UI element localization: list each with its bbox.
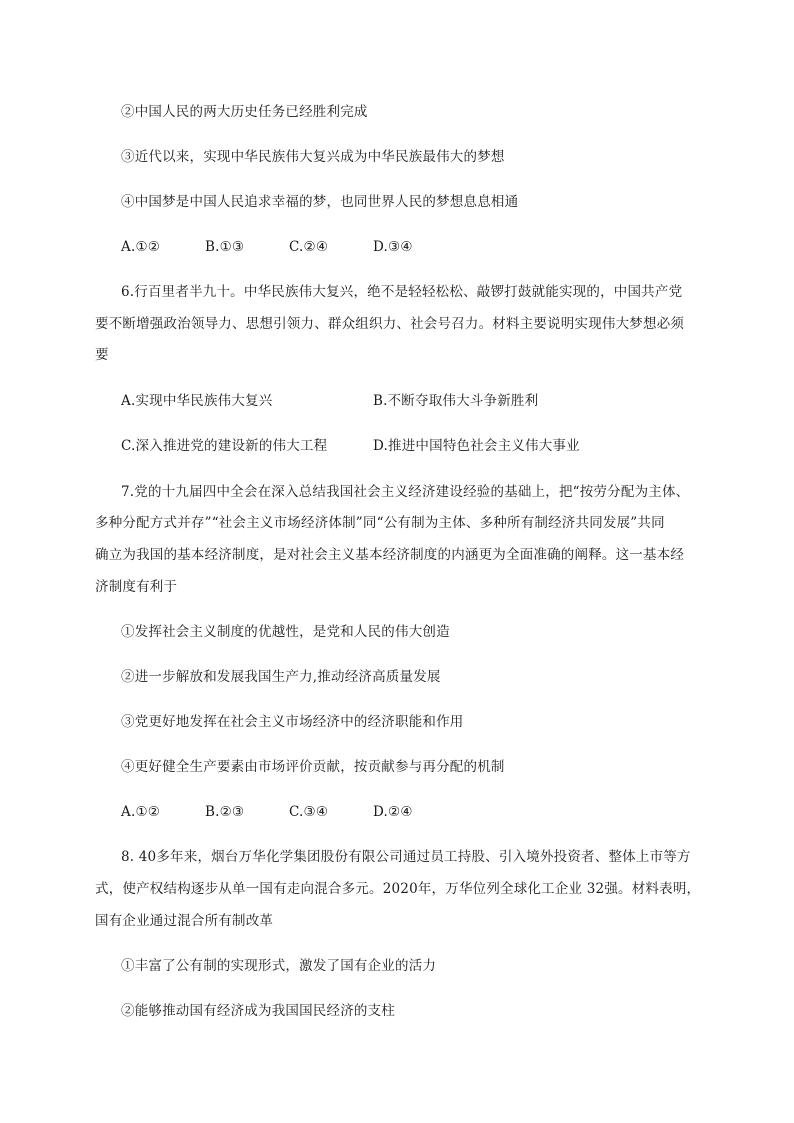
q7-item-2: ②进一步解放和发展我国生产力,推动经济高质量发展 bbox=[121, 669, 441, 685]
q8-item-1: ①丰富了公有制的实现形式，激发了国有企业的活力 bbox=[121, 958, 437, 974]
q7-line-4: 济制度有利于 bbox=[95, 579, 178, 595]
q7-item-4: ④更好健全生产要素由市场评价贡献，按贡献参与再分配的机制 bbox=[121, 759, 505, 775]
q5-option-c: C.②④ bbox=[289, 239, 329, 255]
q6-line-1: 6.行百里者半九十。中华民族伟大复兴，绝不是轻轻松松、敲锣打鼓就能实现的，中国共产党 bbox=[121, 284, 683, 300]
q5-option-b: B.①③ bbox=[205, 239, 245, 255]
q6-option-b: B.不断夺取伟大斗争新胜利 bbox=[373, 393, 539, 409]
q7-item-3: ③党更好地发挥在社会主义市场经济中的经济职能和作用 bbox=[121, 714, 464, 730]
q5-item-2: ②中国人民的两大历史任务已经胜利完成 bbox=[121, 104, 368, 120]
q8-line-3: 国有企业通过混合所有制改革 bbox=[95, 913, 274, 929]
q7-option-c: C.③④ bbox=[289, 804, 329, 820]
q7-line-1: 7.党的十九届四中全会在深入总结我国社会主义经济建设经验的基础上，把“按劳分配为主体、 bbox=[121, 484, 690, 500]
q6-line-2: 要不断增强政治领导力、思想引领力、群众组织力、社会号召力。材料主要说明实现伟大梦想必须 bbox=[95, 316, 685, 332]
q6-options-row-2 bbox=[121, 436, 625, 456]
q6-option-c: C.深入推进党的建设新的伟大工程 bbox=[121, 438, 328, 454]
q5-item-4: ④中国梦是中国人民追求幸福的梦，也同世界人民的梦想息息相通 bbox=[121, 194, 519, 210]
q5-option-d: D.③④ bbox=[373, 239, 413, 255]
q7-item-1: ①发挥社会主义制度的优越性，是党和人民的伟大创造 bbox=[121, 624, 450, 640]
q6-line-3: 要 bbox=[95, 347, 109, 363]
q8-line-1: 8. 40多年来，烟台万华化学集团股份有限公司通过员工持股、引入境外投资者、整体上市等方 bbox=[121, 849, 691, 865]
q8-line-2: 式，使产权结构逐步从单一国有走向混合多元。2020年，万华位列全球化工企业 32强。材料表明， bbox=[95, 881, 701, 897]
q6-options-row-1 bbox=[121, 391, 625, 411]
q5-options bbox=[121, 237, 413, 257]
q6-option-d: D.推进中国特色社会主义伟大事业 bbox=[373, 438, 580, 454]
q5-option-a: A.①② bbox=[121, 239, 161, 255]
q5-item-3: ③近代以来，实现中华民族伟大复兴成为中华民族最伟大的梦想 bbox=[121, 149, 505, 165]
q7-line-2: 多种分配方式并存”“社会主义市场经济体制”同“公有制为主体、多种所有制经济共同发展”共同 bbox=[95, 515, 665, 531]
q7-option-a: A.①② bbox=[121, 804, 161, 820]
q7-option-d: D.②④ bbox=[373, 804, 413, 820]
q7-option-b: B.②③ bbox=[205, 804, 245, 820]
q7-line-3: 确立为我国的基本经济制度，是对社会主义基本经济制度的内涵更为全面准确的阐释。这一基本经 bbox=[95, 547, 685, 563]
q7-options bbox=[121, 802, 413, 822]
q6-option-a: A.实现中华民族伟大复兴 bbox=[121, 393, 273, 409]
q8-item-2: ②能够推动国有经济成为我国国民经济的支柱 bbox=[121, 1003, 395, 1019]
